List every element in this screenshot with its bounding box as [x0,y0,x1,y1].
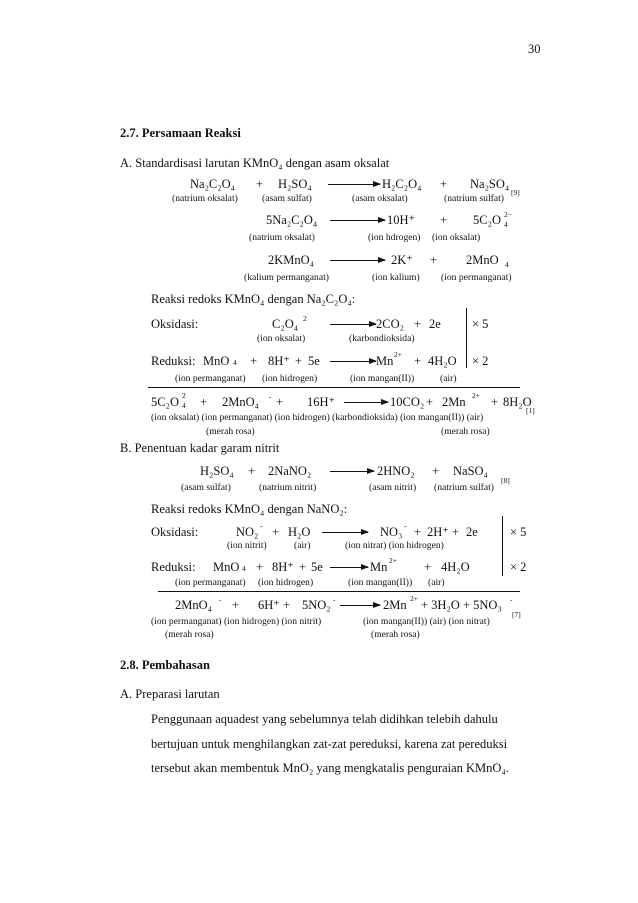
label: (asam sulfat) [181,482,231,493]
subscript: 4 [242,564,246,573]
reaction-arrow [330,471,374,472]
reactant: 5Na₂C₂O₄ [266,213,318,227]
plus-sign: + [426,395,434,409]
sum-line [158,591,520,592]
product: Mn [376,354,394,368]
paragraph-line: bertujuan untuk menghilangkan zat-zat pereduksi, karena zat pereduksi [151,737,508,751]
label-row: (ion mangan(II)) (air) (ion nitrat) [363,616,490,627]
subscript: 4 [505,260,509,269]
subsection-b-title: B. Penentuan kadar garam nitrit [120,441,280,455]
product: 2MnO [466,253,499,267]
plus-sign: + [414,354,422,368]
label: (ion mangan(II)) [350,373,415,384]
label: (kalium permanganat) [244,272,329,283]
reactant: 2KMnO₄ [268,253,315,267]
plus-sign: + [440,177,448,191]
plus-sign: + [200,395,208,409]
charge: 2 [182,391,186,400]
reactant: 6H⁺ + [258,598,291,612]
charge: - [510,595,513,604]
plus-sign: + [452,525,460,539]
multiplier: × 5 [510,525,527,539]
reaction-arrow [330,567,368,568]
product: 4H₂O [441,560,470,574]
subsection-a-title-2-8: A. Preparasi larutan [120,687,220,701]
reactant: Na₂C₂O₄ [190,177,236,191]
plus-sign: + [299,560,307,574]
reactant: 16H⁺ [307,395,336,409]
product: + 3H₂O + 5NO₃ [421,598,502,612]
product: 5C₂O [473,213,501,227]
redoks-title-b: Reaksi redoks KMnO₄ dengan NaNO₂: [151,502,348,516]
half-label: Reduksi: [151,354,196,368]
product: 4H₂O [428,354,457,368]
reaction-arrow [330,220,385,221]
section-heading-2-7: 2.7. Persamaan Reaksi [120,126,241,140]
label: (karbondioksida) [349,333,415,344]
color-note: (merah rosa) [206,426,255,437]
paragraph-line: Penggunaan aquadest yang sebelumnya telah didihkan telebih dahulu [151,712,498,726]
plus-sign: + [414,525,422,539]
label: (natrium sulfat) [434,482,494,493]
label: (ion permanganat) [441,272,512,283]
charge: 2+ [389,556,397,565]
product: 2Mn [442,395,466,409]
product: 10H⁺ [387,213,416,227]
product: 2CO₂ [376,317,404,331]
charge: 2+ [472,391,480,400]
charge: - [333,595,336,604]
product: 2K⁺ [391,253,413,267]
reactant: H₂O [288,525,311,539]
reaction-arrow [330,361,376,362]
reaction-arrow [328,184,380,185]
reactant: 2MnO₄ [175,598,212,612]
label: (ion oksalat) [257,333,306,344]
plus-sign: + [276,395,284,409]
plus-sign: + [424,560,432,574]
color-note: (merah rosa) [371,629,420,640]
label: (ion hidrogen) [258,577,314,588]
label-row: (ion oksalat) (ion permanganat) (ion hidrogen) (karbondioksida) (ion mangan(II)) (air) [151,412,484,423]
label: (ion oksalat) [432,232,481,243]
product: 8H₂O [503,395,532,409]
label: (natrium sulfat) [444,193,504,204]
charge: 2+ [394,350,402,359]
sum-line [148,387,520,388]
product: 2Mn [383,598,407,612]
reactant: 5NO₂ [302,598,331,612]
reactant: MnO [213,560,240,574]
label: (asam oksalat) [352,193,408,204]
product: Mn [370,560,388,574]
redoks-title-a: Reaksi redoks KMnO₄ dengan Na₂C₂O₄: [151,292,356,306]
plus-sign: + [440,213,448,227]
label: (air) [428,577,445,588]
product: H₂C₂O₄ [382,177,422,191]
section-heading-2-8: 2.8. Pembahasan [120,658,210,672]
plus-sign: + [256,560,264,574]
charge: 2 [303,314,307,323]
plus-sign: + [256,177,264,191]
product: 2HNO₂ [377,464,415,478]
reactant: H₂SO₄ [200,464,234,478]
plus-sign: + [295,354,303,368]
reaction-arrow [330,260,385,261]
reaction-arrow [322,532,368,533]
color-note: (merah rosa) [165,629,214,640]
charge: 2+ [410,594,418,603]
page-number: 30 [528,42,541,56]
label: (ion kalium) [372,272,420,283]
reactant: 5e [311,560,323,574]
reactant: 2MnO₄ [222,395,259,409]
reactant: 5e [308,354,320,368]
product: Na₂SO₄ [470,177,510,191]
subsection-a-title: A. Standardisasi larutan KMnO₄ dengan asam oksalat [120,156,390,170]
reactant: NO₂ [236,525,259,539]
product: NaSO₄ [453,464,488,478]
label: (ion hdrogen) [368,232,421,243]
subscript: 4 [233,358,237,367]
label: (ion nitrat) (ion hidrogen) [345,540,444,551]
plus-sign: + [232,598,240,612]
product: 2e [466,525,478,539]
reaction-arrow [330,324,376,325]
color-note: (merah rosa) [441,426,490,437]
reactant: 8H⁺ [268,354,290,368]
charge: - [404,521,407,530]
label: (natrium nitrit) [259,482,317,493]
reference: [7] [512,610,521,619]
bracket-line [466,308,467,368]
label: (natrium oksalat) [249,232,315,243]
plus-sign: + [430,253,438,267]
reaction-arrow [344,402,388,403]
multiplier: × 2 [510,560,527,574]
reactant: H₂SO₄ [278,177,312,191]
label: (air) [440,373,457,384]
label: (ion nitrit) [227,540,267,551]
label: (asam nitrit) [369,482,417,493]
label: (natrium oksalat) [172,193,238,204]
plus-sign: + [491,395,499,409]
product: 2H⁺ [427,525,449,539]
reactant: 2NaNO₂ [268,464,312,478]
label: (asam sulfat) [262,193,312,204]
charge: - [269,392,272,401]
charge: - [260,521,263,530]
reactant: 5C₂O [151,395,179,409]
reaction-arrow [340,605,380,606]
reactant: MnO [203,354,230,368]
product: 2e [429,317,441,331]
label: (ion permanganat) [175,373,246,384]
subscript: 4 [504,220,508,229]
multiplier: × 5 [472,317,489,331]
reference: [9] [511,188,520,197]
reference: [8] [501,476,510,485]
plus-sign: + [248,464,256,478]
bracket-line [502,516,503,576]
multiplier: × 2 [472,354,489,368]
label: (ion hidrogen) [262,373,318,384]
charge: 2− [504,210,512,219]
plus-sign: + [414,317,422,331]
plus-sign: + [432,464,440,478]
label-row: (ion permanganat) (ion hidrogen) (ion nitrit) [151,616,322,627]
paragraph-line: tersebut akan membentuk MnO₂ yang mengkatalis penguraian KMnO₄. [151,761,509,775]
half-label: Reduksi: [151,560,196,574]
charge: - [219,595,222,604]
label: (ion permanganat) [175,577,246,588]
product: 10CO₂ [390,395,425,409]
reactant: C₂O₄ [272,317,299,331]
product: NO₃ [380,525,403,539]
label: (air) [294,540,311,551]
half-label: Oksidasi: [151,317,199,331]
plus-sign: + [272,525,280,539]
plus-sign: + [250,354,258,368]
reactant: 8H⁺ [272,560,294,574]
half-label: Oksidasi: [151,525,199,539]
reference: [1] [526,406,535,415]
subscript: 4 [182,401,186,410]
label: (ion mangan(II)) [348,577,413,588]
